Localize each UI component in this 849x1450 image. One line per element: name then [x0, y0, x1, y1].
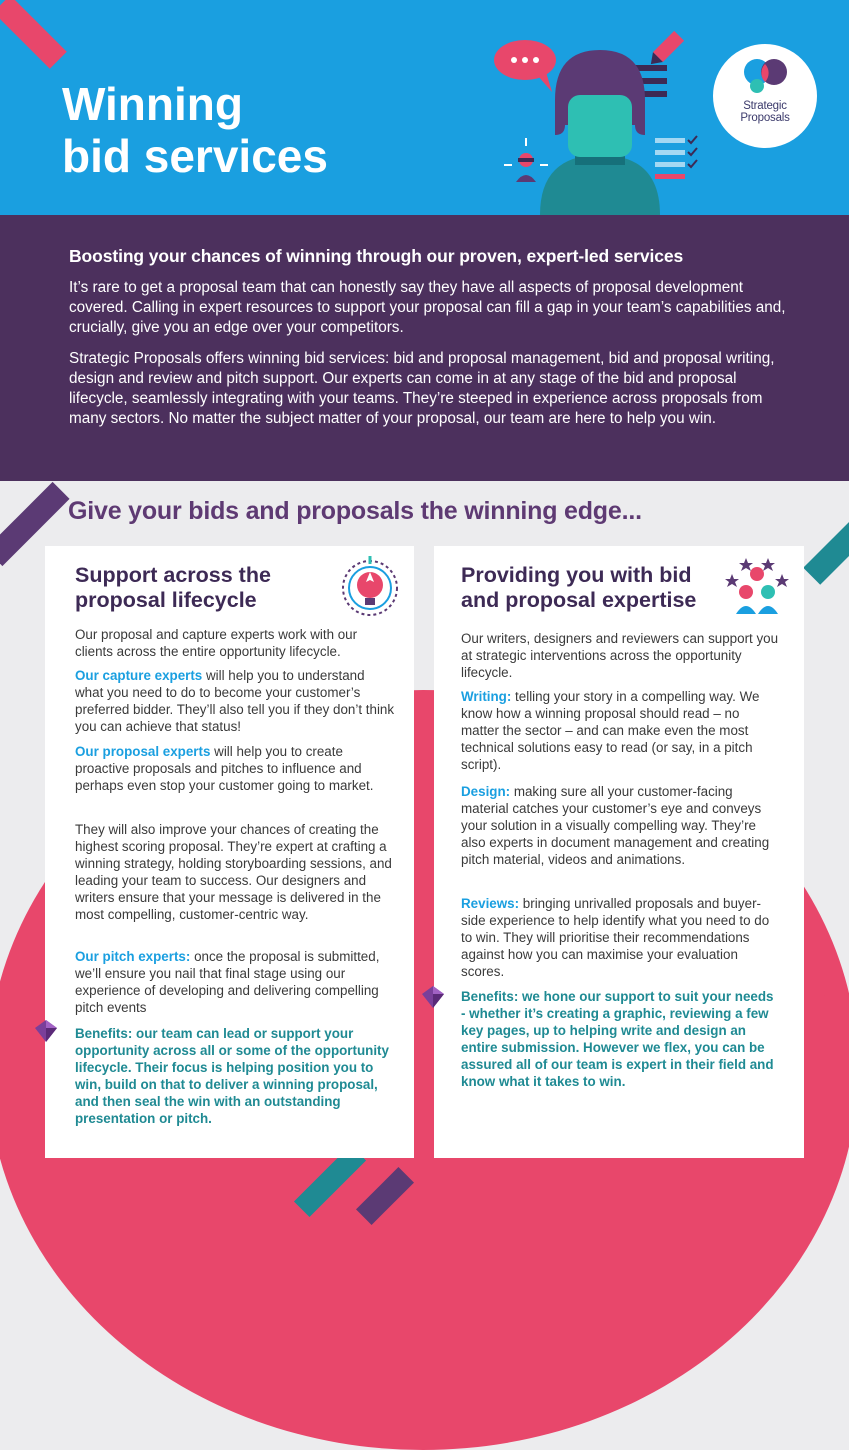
person-illustration: [480, 20, 710, 215]
design-text: [461, 783, 781, 868]
pitch-experts-text: [75, 948, 395, 1016]
checklist-icon: [655, 136, 697, 179]
expertise-card-title: [461, 563, 696, 613]
logo-text-line2: Proposals: [740, 112, 790, 124]
gem-icon-left: [33, 1018, 59, 1044]
hero-banner: [0, 0, 849, 215]
team-stars-icon: [724, 552, 790, 618]
company-logo: [713, 44, 817, 148]
lifecycle-card-title: [75, 563, 271, 613]
pitch-experts-label: Our pitch experts:: [75, 949, 191, 964]
page-title: [62, 78, 328, 182]
small-person-icon: [504, 138, 548, 182]
compass-lightbulb-icon: [341, 552, 399, 618]
expertise-benefits-text: Benefits: we hone our support to suit your needs - whether it’s creating a graphic, reviewing a few key pages, up to helping write and design an entire submission. However we flex, you can be assured all of our team is expert in their field and know what it takes to win.: [461, 989, 774, 1089]
section-title: Give your bids and proposals the winning edge...: [68, 497, 642, 525]
expertise-card: [434, 546, 804, 1158]
logo-text-line1: Strategic: [743, 100, 787, 112]
expertise-intro-text: Our writers, designers and reviewers can support you at strategic interventions across the opportunity lifecycle.: [461, 631, 779, 680]
design-label: Design:: [461, 784, 511, 799]
lifecycle-card-title-line2: proposal lifecycle: [75, 588, 257, 612]
proposal-experts-text: [75, 743, 395, 794]
capture-experts-text: [75, 667, 395, 735]
avatar: [540, 50, 660, 215]
intro-paragraph-2: Strategic Proposals offers winning bid services: bid and proposal management, bid and proposal writing, design and review and pitch support. Our experts can come in at any stage of the bid and proposal lifecycle, seamlessly integrating with your teams. They’re steeped in experience across proposals from many sectors. No matter the subject matter of your proposal, our team are here to help you win.: [69, 350, 775, 427]
pitch-experts-body: once the proposal is submitted, we’ll ensure you nail that final stage using our experience of developing and delivering compelling pitch events: [75, 949, 380, 1015]
expertise-card-title-line2: and proposal expertise: [461, 588, 697, 612]
writing-label: Writing:: [461, 689, 512, 704]
scoring-text: They will also improve your chances of creating the highest scoring proposal. They’re expert at crafting a winning strategy, holding storyboarding sessions, and leading your team to success. Our designers and writers ensure that your message is delivered in the most compelling, customer-centric way.: [75, 822, 392, 922]
capture-experts-label: Our capture experts: [75, 668, 203, 683]
teal-stripe-decoration: [803, 511, 849, 585]
expertise-card-title-line1: Providing you with bid: [461, 563, 692, 587]
intro-paragraph-1: It’s rare to get a proposal team that can honestly say they have all aspects of proposal development covered. Calling in expert resources to support your proposal can fill a gap in your team’s capabilities and, crucially, give you an edge over your competitors.: [69, 279, 786, 336]
writing-text: [461, 688, 781, 773]
gem-icon-right: [420, 984, 446, 1010]
proposal-experts-body: will help you to create proactive proposals and pitches to influence and perhaps even stop your customer going to market.: [75, 744, 374, 793]
reviews-label: Reviews:: [461, 896, 520, 911]
speech-bubble-icon: [494, 40, 556, 92]
design-body: making sure all your customer-facing material catches your customer’s eye and conveys your solution in a visually compelling way. They’re also experts in document management and creating pitch material, videos and animations.: [461, 784, 770, 867]
writing-body: telling your story in a compelling way. We know how a winning proposal should read – no matter the sector – and can make even the most technical solutions easy to read (or say, in a pitch script).: [461, 689, 760, 772]
proposal-experts-label: Our proposal experts: [75, 744, 211, 759]
logo-mark-icon: [741, 56, 789, 96]
lifecycle-intro-text: Our proposal and capture experts work with our clients across the entire opportunity lifecycle.: [75, 627, 358, 659]
intro-heading: Boosting your chances of winning through our proven, expert-led services: [69, 246, 684, 266]
reviews-text: [461, 895, 781, 980]
lifecycle-card-title-line1: Support across the: [75, 563, 271, 587]
pink-stripe-decoration: [0, 0, 67, 69]
capture-experts-body: will help you to understand what you need to do to become your customer’s preferred bidder. They’ll also tell you if they don’t think you can achieve that status!: [75, 668, 395, 734]
page-title-line1: Winning: [62, 78, 243, 130]
lifecycle-benefits-text: Benefits: our team can lead or support your opportunity across all or some of the opportunity lifecycle. Their focus is helping position you to win, build on that to deliver a winning proposal, and then seal the win with an outstanding presentation or pitch.: [75, 1026, 389, 1126]
page-title-line2: bid services: [62, 130, 328, 182]
intro-section: [0, 215, 849, 481]
reviews-body: bringing unrivalled proposals and buyer-side experience to help identify what you need to do to win. They will prioritise their recommendations against how you can maximise your evaluation scores.: [461, 896, 770, 979]
lifecycle-card: [45, 546, 414, 1158]
pencil-icon: [646, 31, 684, 69]
